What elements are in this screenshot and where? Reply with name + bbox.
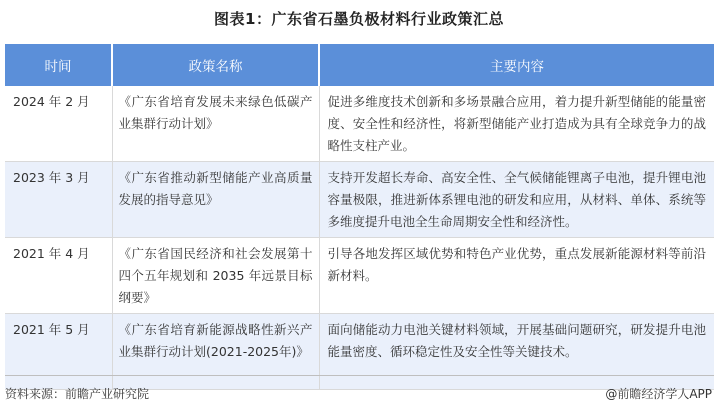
header-policy-name: 政策名称 (112, 44, 319, 86)
source-note: 资料来源：前瞻产业研究院 (5, 387, 150, 401)
policy-table (5, 44, 714, 390)
row-time: 2021 年 4 月 (5, 238, 112, 314)
row-time: 2023 年 3 月 (5, 162, 112, 238)
table-row (5, 86, 714, 162)
credit-note: @前瞻经济学人APP (605, 387, 712, 401)
table-header-row (5, 44, 714, 86)
table-row (5, 162, 714, 238)
header-time: 时间 (5, 44, 112, 86)
row-time: 2024 年 2 月 (5, 86, 112, 162)
row-content: 支持开发超长寿命、高安全性、全气候储能锂离子电池，提升锂电池容量极限，推进新体系锂电池的研发和应用，从材料、单体、系统等多维度提升电池全生命周期安全性和经济性。 (319, 162, 714, 238)
row-content: 面向储能动力电池关键材料领域，开展基础问题研究，研发提升电池能量密度、循环稳定性及安全性等关键技术。 (319, 314, 714, 390)
table-row (5, 238, 714, 314)
row-policy-name: 《广东省推动新型储能产业高质量发展的指导意见》 (112, 162, 319, 238)
row-policy-name: 《广东省国民经济和社会发展第十四个五年规划和 2035 年远景目标纲要》 (112, 238, 319, 314)
row-content: 引导各地发挥区域优势和特色产业优势，重点发展新能源材料等前沿新材料。 (319, 238, 714, 314)
row-policy-name: 《广东省培育新能源战略性新兴产业集群行动计划(2021-2025年)》 (112, 314, 319, 390)
row-time: 2021 年 5 月 (5, 314, 112, 390)
header-main-content: 主要内容 (319, 44, 714, 86)
row-content: 促进多维度技术创新和多场景融合应用，着力提升新型储能的能量密度、安全性和经济性，将新型储能产业打造成为具有全球竞争力的战略性支柱产业。 (319, 86, 714, 162)
row-policy-name: 《广东省培育发展未来绿色低碳产业集群行动计划》 (112, 86, 319, 162)
table-row (5, 314, 714, 390)
figure-title: 图表1：广东省石墨负极材料行业政策汇总 (214, 10, 504, 28)
footer-divider (5, 375, 714, 376)
